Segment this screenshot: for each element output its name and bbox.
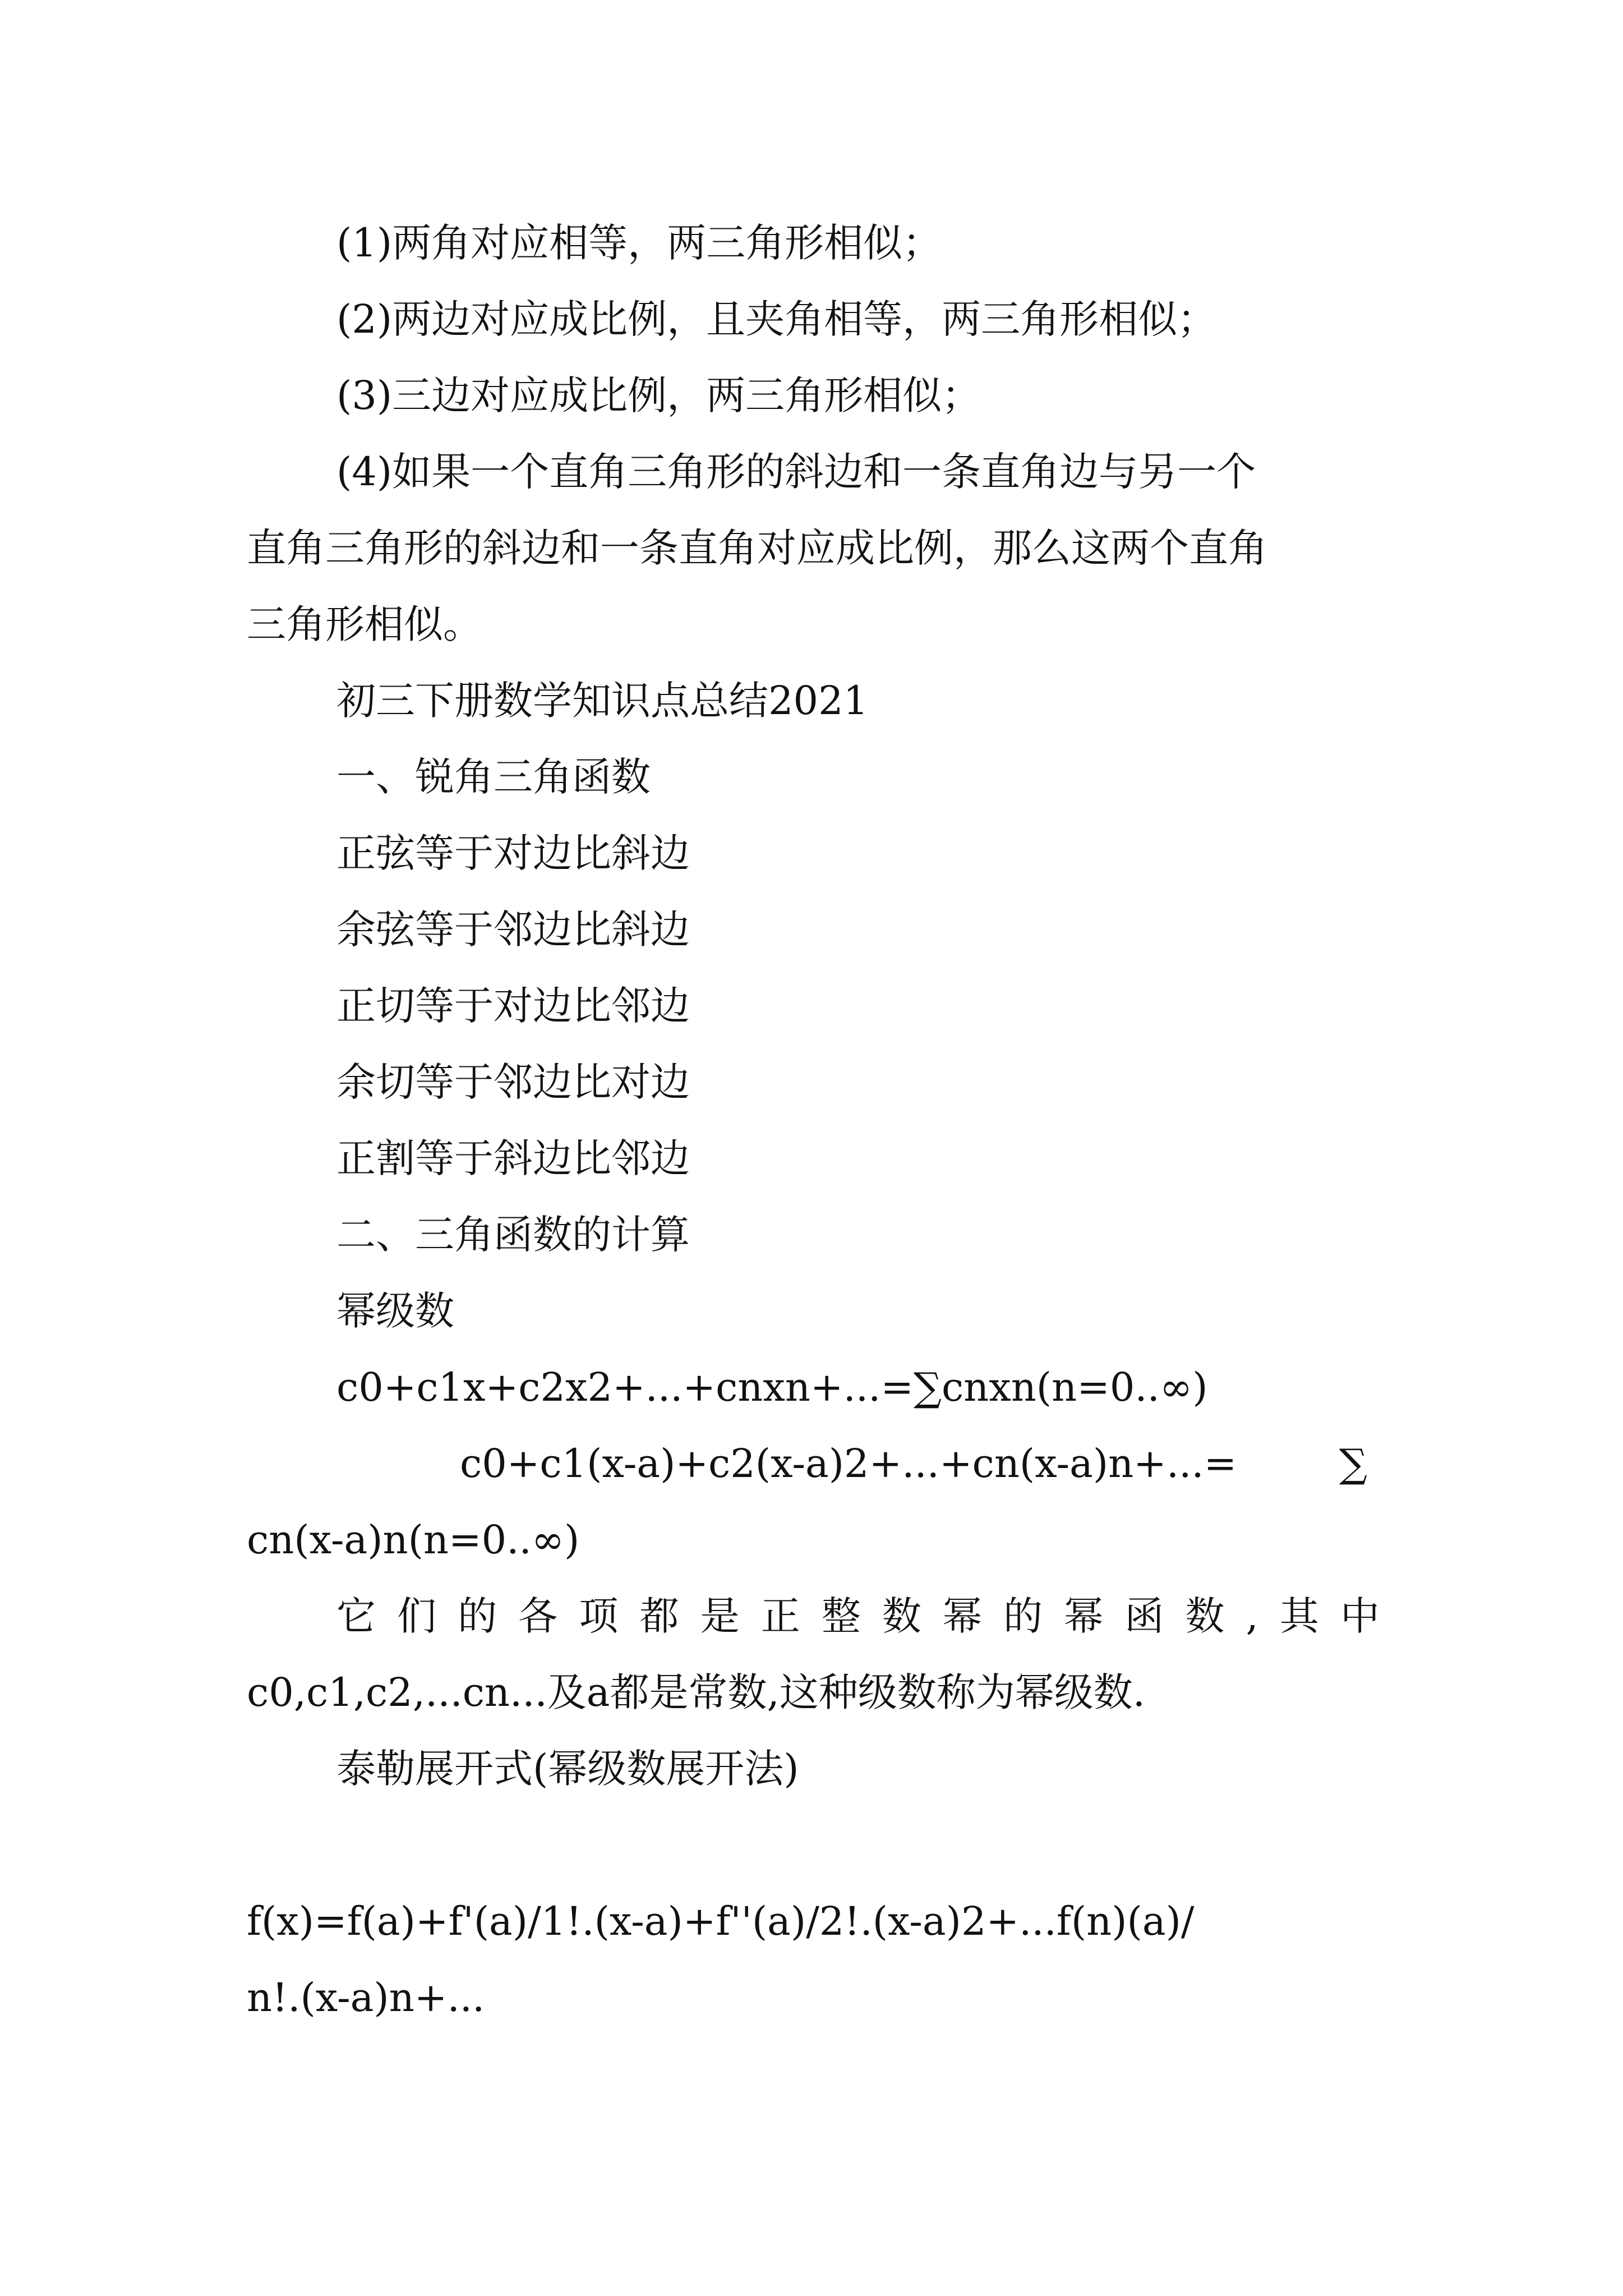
paragraph-line: 幂级数 — [336, 1288, 454, 1334]
paragraph-line: 正割等于斜边比邻边 — [336, 1135, 690, 1181]
formula-line: c0+c1x+c2x2+...+cnxn+...=∑cnxn(n=0..∞) — [336, 1364, 1208, 1410]
paragraph-line: (3)三边对应成比例，两三角形相似； — [336, 372, 981, 418]
paragraph-line: (1)两角对应相等，两三角形相似； — [336, 220, 942, 266]
paragraph-line: c0,c1,c2,...cn...及a都是常数,这种级数称为幂级数. — [247, 1669, 1146, 1715]
paragraph-line: 三角形相似。 — [247, 601, 482, 647]
formula-line: n!.(x-a)n+... — [247, 1975, 485, 2021]
paragraph-line: 它们的各项都是正整数幂的幂函数,其中 — [336, 1593, 1380, 1639]
paragraph-line: (4)如果一个直角三角形的斜边和一条直角边与另一个 — [336, 449, 1256, 495]
sum-symbol: ∑ — [1339, 1441, 1367, 1487]
paragraph-line: 正弦等于对边比斜边 — [336, 830, 690, 876]
paragraph-line: 直角三角形的斜边和一条直角对应成比例，那么这两个直角 — [247, 525, 1267, 571]
formula-line: c0+c1(x-a)+c2(x-a)2+...+cn(x-a)n+...= — [460, 1441, 1237, 1487]
section-heading: 一、锐角三角函数 — [336, 754, 651, 800]
paragraph-line: 余切等于邻边比对边 — [336, 1059, 690, 1105]
paragraph-line: 正切等于对边比邻边 — [336, 983, 690, 1029]
paragraph-line: 余弦等于邻边比斜边 — [336, 907, 690, 953]
section-heading: 二、三角函数的计算 — [336, 1212, 690, 1258]
formula-line: f(x)=f(a)+f'(a)/1!.(x-a)+f''(a)/2!.(x-a)2+...f(n)(a)/ — [247, 1898, 1195, 1944]
section-title: 初三下册数学知识点总结2021 — [336, 678, 869, 724]
paragraph-line: (2)两边对应成比例，且夹角相等，两三角形相似； — [336, 296, 1217, 342]
paragraph-line: 泰勒展开式(幂级数展开法) — [336, 1746, 799, 1792]
formula-line: cn(x-a)n(n=0..∞) — [247, 1517, 580, 1563]
